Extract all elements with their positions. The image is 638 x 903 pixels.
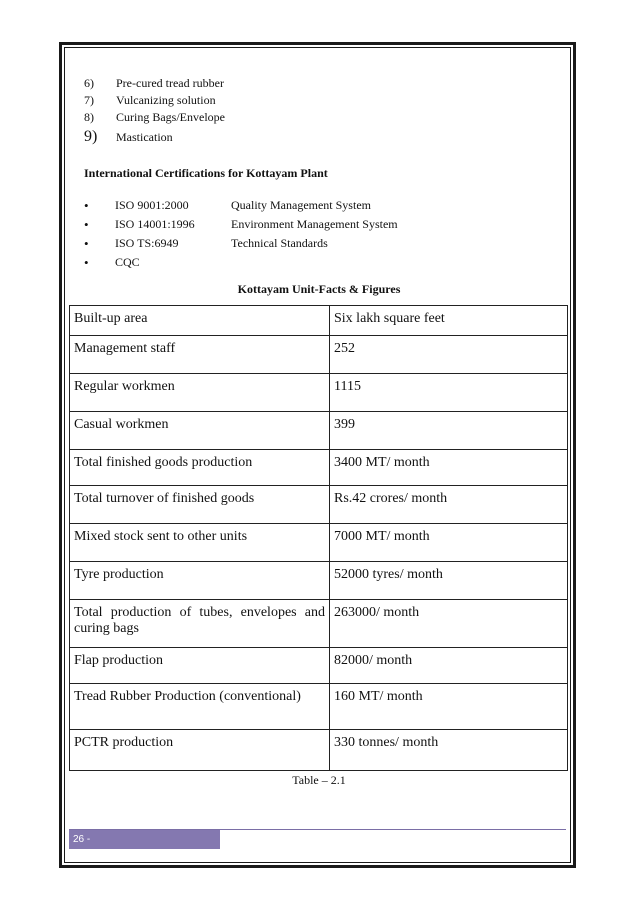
list-text: Vulcanizing solution [116, 93, 216, 107]
row-value: 7000 MT/ month [330, 524, 568, 562]
row-label: Total finished goods production [70, 450, 330, 486]
row-value: 330 tonnes/ month [330, 730, 568, 771]
bullet-icon: • [84, 235, 89, 251]
row-label: Flap production [70, 648, 330, 684]
certification-code: CQC [115, 255, 140, 269]
certifications-heading: International Certifications for Kottayam Plant [84, 166, 328, 180]
list-item [84, 75, 225, 92]
table-row [70, 374, 568, 412]
list-text: Curing Bags/Envelope [116, 110, 225, 124]
row-value: 82000/ month [330, 648, 568, 684]
table-row [70, 412, 568, 450]
table-row [70, 684, 568, 730]
table-row [70, 730, 568, 771]
row-label: Casual workmen [70, 412, 330, 450]
certification-item [84, 215, 398, 234]
table-caption: Table – 2.1 [292, 773, 346, 787]
certification-code: ISO TS:6949 [115, 236, 179, 250]
row-label: PCTR production [70, 730, 330, 771]
row-label: Tyre production [70, 562, 330, 600]
row-value: 160 MT/ month [330, 684, 568, 730]
table-row [70, 524, 568, 562]
bullet-icon: • [84, 197, 89, 213]
row-label: Management staff [70, 336, 330, 374]
list-number: 7) [84, 93, 94, 107]
table-row [70, 600, 568, 648]
table-row [70, 336, 568, 374]
row-label: Total production of tubes, envelopes and curing bags [70, 600, 330, 648]
certification-description: Quality Management System [231, 198, 371, 212]
list-text: Pre-cured tread rubber [116, 76, 224, 90]
row-value: 263000/ month [330, 600, 568, 648]
table-title: Kottayam Unit-Facts & Figures [237, 282, 401, 296]
table-row [70, 648, 568, 684]
table-row [70, 486, 568, 524]
list-item [84, 92, 225, 109]
list-text: Mastication [116, 129, 173, 144]
table-row [70, 562, 568, 600]
table-row [70, 306, 568, 336]
bullet-icon: • [84, 216, 89, 232]
page-number-badge: 26 - [69, 830, 220, 849]
row-value: 399 [330, 412, 568, 450]
certification-code: ISO 14001:1996 [115, 217, 195, 231]
list-number: 9) [84, 128, 98, 145]
list-item [84, 109, 225, 126]
row-value: Six lakh square feet [330, 306, 568, 336]
list-number: 6) [84, 76, 94, 90]
row-value: 252 [330, 336, 568, 374]
table-row [70, 450, 568, 486]
certification-code: ISO 9001:2000 [115, 198, 189, 212]
row-value: 3400 MT/ month [330, 450, 568, 486]
certification-description: Technical Standards [231, 236, 328, 250]
row-label: Mixed stock sent to other units [70, 524, 330, 562]
list-item [84, 126, 225, 148]
certification-item [84, 253, 398, 272]
row-value: 1115 [330, 374, 568, 412]
row-label: Built-up area [70, 306, 330, 336]
row-value: Rs.42 crores/ month [330, 486, 568, 524]
bullet-icon: • [84, 254, 89, 270]
certification-description: Environment Management System [231, 217, 398, 231]
certification-item [84, 196, 398, 215]
certifications-list [84, 196, 398, 272]
list-number: 8) [84, 110, 94, 124]
row-label: Total turnover of finished goods [70, 486, 330, 524]
certification-item [84, 234, 398, 253]
row-label: Tread Rubber Production (conventional) [70, 684, 330, 730]
numbered-list [84, 75, 225, 148]
row-label: Regular workmen [70, 374, 330, 412]
row-value: 52000 tyres/ month [330, 562, 568, 600]
facts-table [69, 305, 568, 771]
